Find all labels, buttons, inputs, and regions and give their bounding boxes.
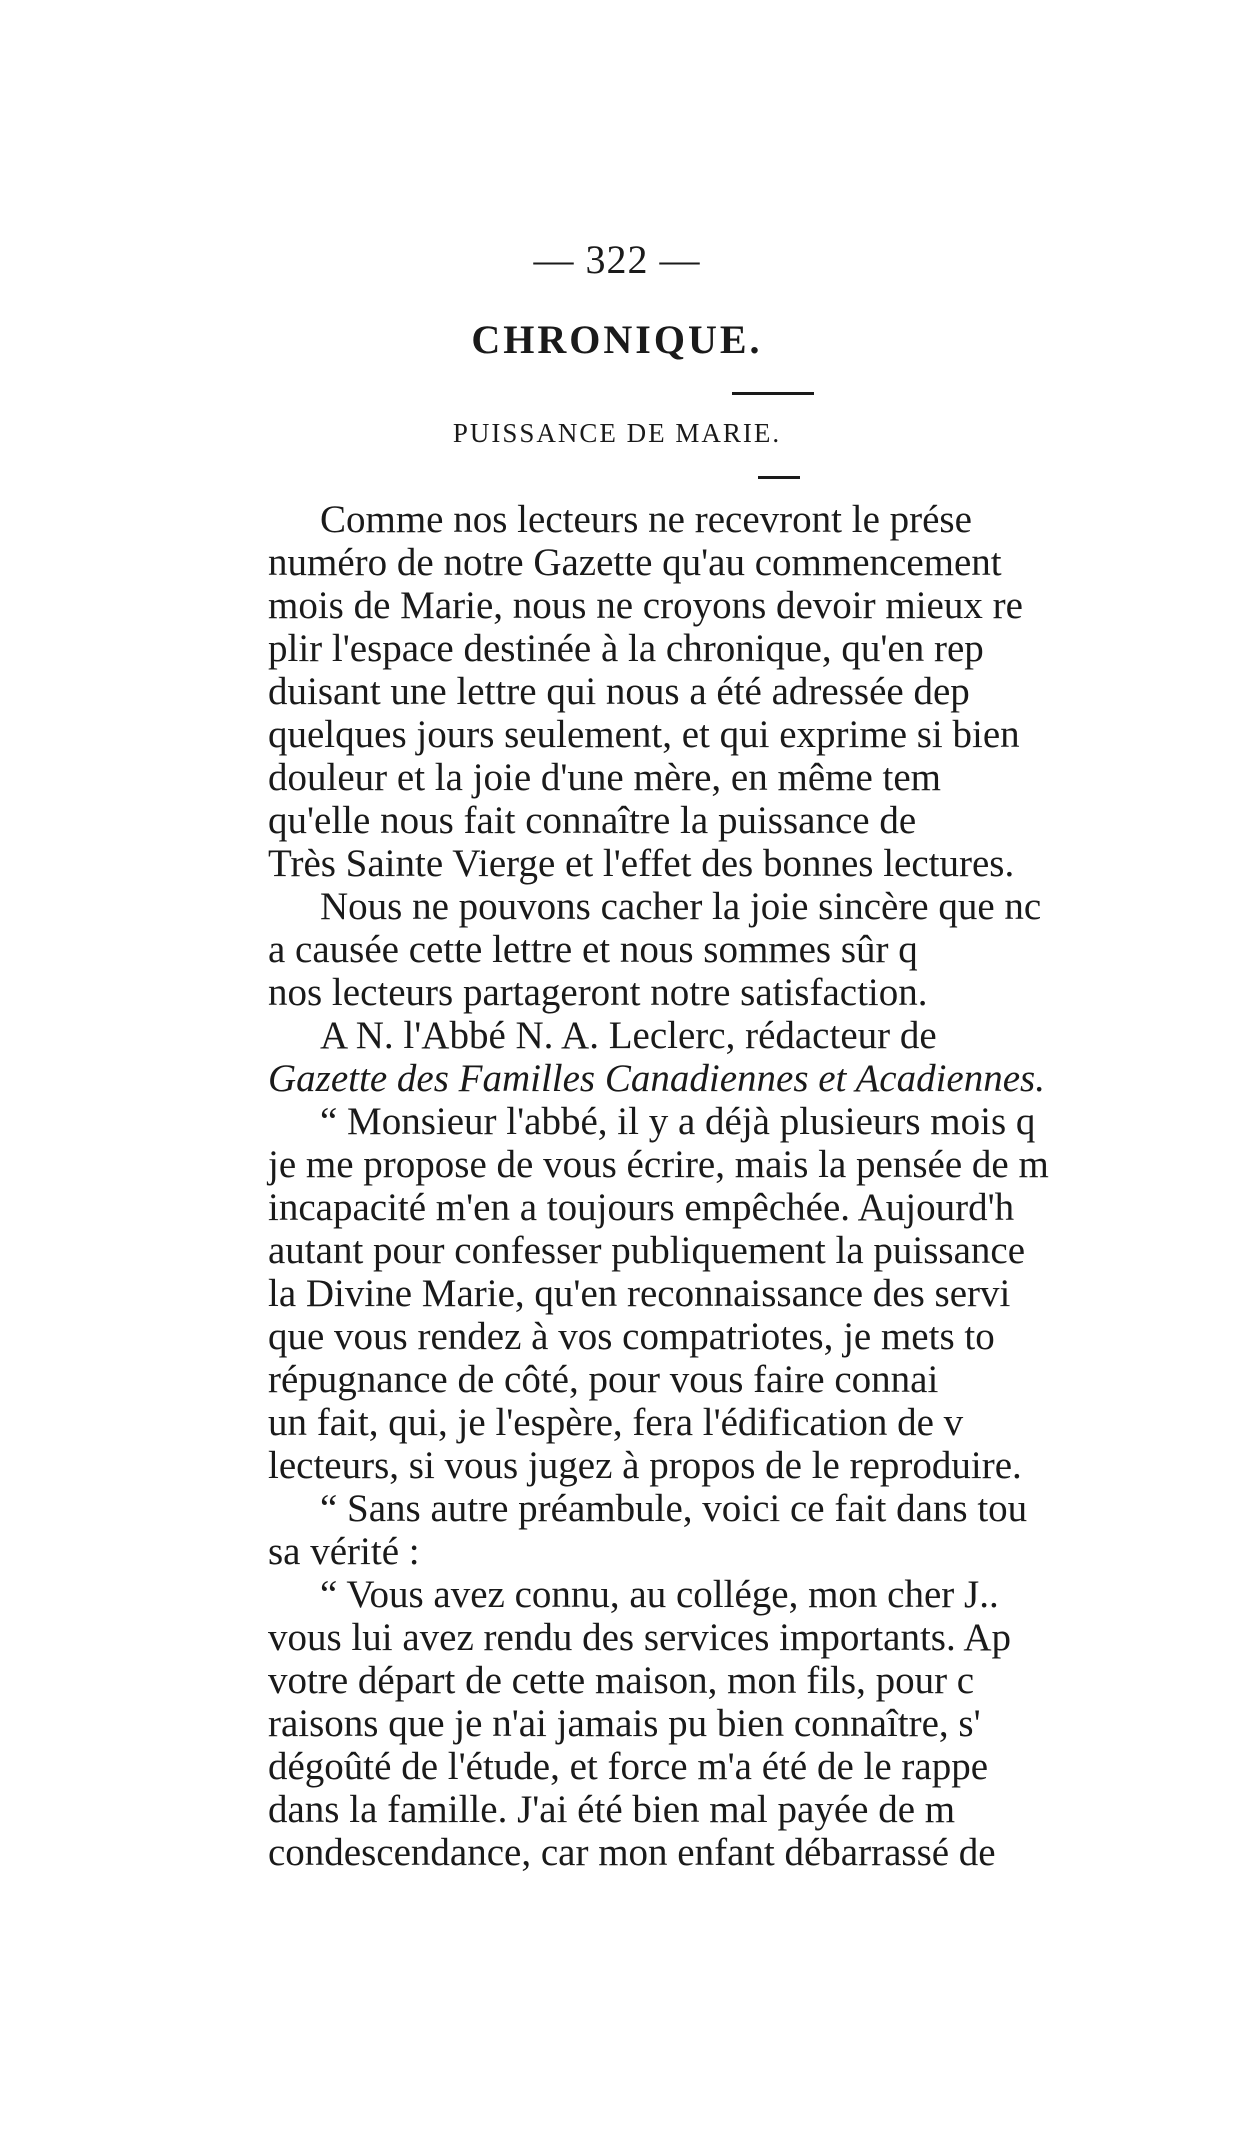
text-line: Gazette des Familles Canadiennes et Acadiennes. <box>268 1057 1045 1100</box>
text-line: duisant une lettre qui nous a été adressée dep <box>268 670 970 713</box>
text-line: répugnance de côté, pour vous faire connai <box>268 1358 939 1401</box>
text-line: numéro de notre Gazette qu'au commencement <box>268 541 1002 584</box>
text-line: la Divine Marie, qu'en reconnaissance des servi <box>268 1272 1011 1315</box>
text-line: Très Sainte Vierge et l'effet des bonnes lectures. <box>268 842 1015 885</box>
text-line: nos lecteurs partageront notre satisfaction. <box>268 971 928 1014</box>
subtitle-rule <box>758 476 800 479</box>
text-line: “ Vous avez connu, au collége, mon cher J.. <box>320 1573 999 1616</box>
text-line: lecteurs, si vous jugez à propos de le reproduire. <box>268 1444 1022 1487</box>
text-line: raisons que je n'ai jamais pu bien connaître, s' <box>268 1702 981 1745</box>
title-rule <box>732 392 814 395</box>
body-text <box>268 498 1234 1874</box>
text-line: douleur et la joie d'une mère, en même tem <box>268 756 942 799</box>
text-line: condescendance, car mon enfant débarrassé de <box>268 1831 996 1874</box>
text-line: je me propose de vous écrire, mais la pensée de m <box>268 1143 1049 1186</box>
text-line: dégoûté de l'étude, et force m'a été de le rappe <box>268 1745 989 1788</box>
text-line: Nous ne pouvons cacher la joie sincère que nc <box>320 885 1042 928</box>
text-line: Comme nos lecteurs ne recevront le prése <box>320 498 972 541</box>
text-line: autant pour confesser publiquement la puissance <box>268 1229 1026 1272</box>
text-line: “ Sans autre préambule, voici ce fait dans tou <box>320 1487 1028 1530</box>
text-line: que vous rendez à vos compatriotes, je mets to <box>268 1315 995 1358</box>
text-line: sa vérité : <box>268 1530 420 1573</box>
text-line: dans la famille. J'ai été bien mal payée de m <box>268 1788 956 1831</box>
text-line: vous lui avez rendu des services importants. Ap <box>268 1616 1011 1659</box>
text-line: A N. l'Abbé N. A. Leclerc, rédacteur de <box>320 1014 937 1057</box>
text-line: mois de Marie, nous ne croyons devoir mieux re <box>268 584 1023 627</box>
text-line: qu'elle nous fait connaître la puissance de <box>268 799 917 842</box>
chapter-title: CHRONIQUE. <box>471 317 763 362</box>
text-line: plir l'espace destinée à la chronique, qu'en rep <box>268 627 984 670</box>
text-line: un fait, qui, je l'espère, fera l'édification de v <box>268 1401 964 1444</box>
text-line: a causée cette lettre et nous sommes sûr q <box>268 928 918 971</box>
page-number: — 322 — <box>533 237 701 282</box>
text-line: incapacité m'en a toujours empêchée. Aujourd'h <box>268 1186 1015 1229</box>
text-line: quelques jours seulement, et qui exprime si bien <box>268 713 1020 756</box>
section-subtitle: PUISSANCE DE MARIE. <box>452 418 782 448</box>
text-line: votre départ de cette maison, mon fils, pour c <box>268 1659 975 1702</box>
text-line: “ Monsieur l'abbé, il y a déjà plusieurs mois q <box>320 1100 1036 1143</box>
